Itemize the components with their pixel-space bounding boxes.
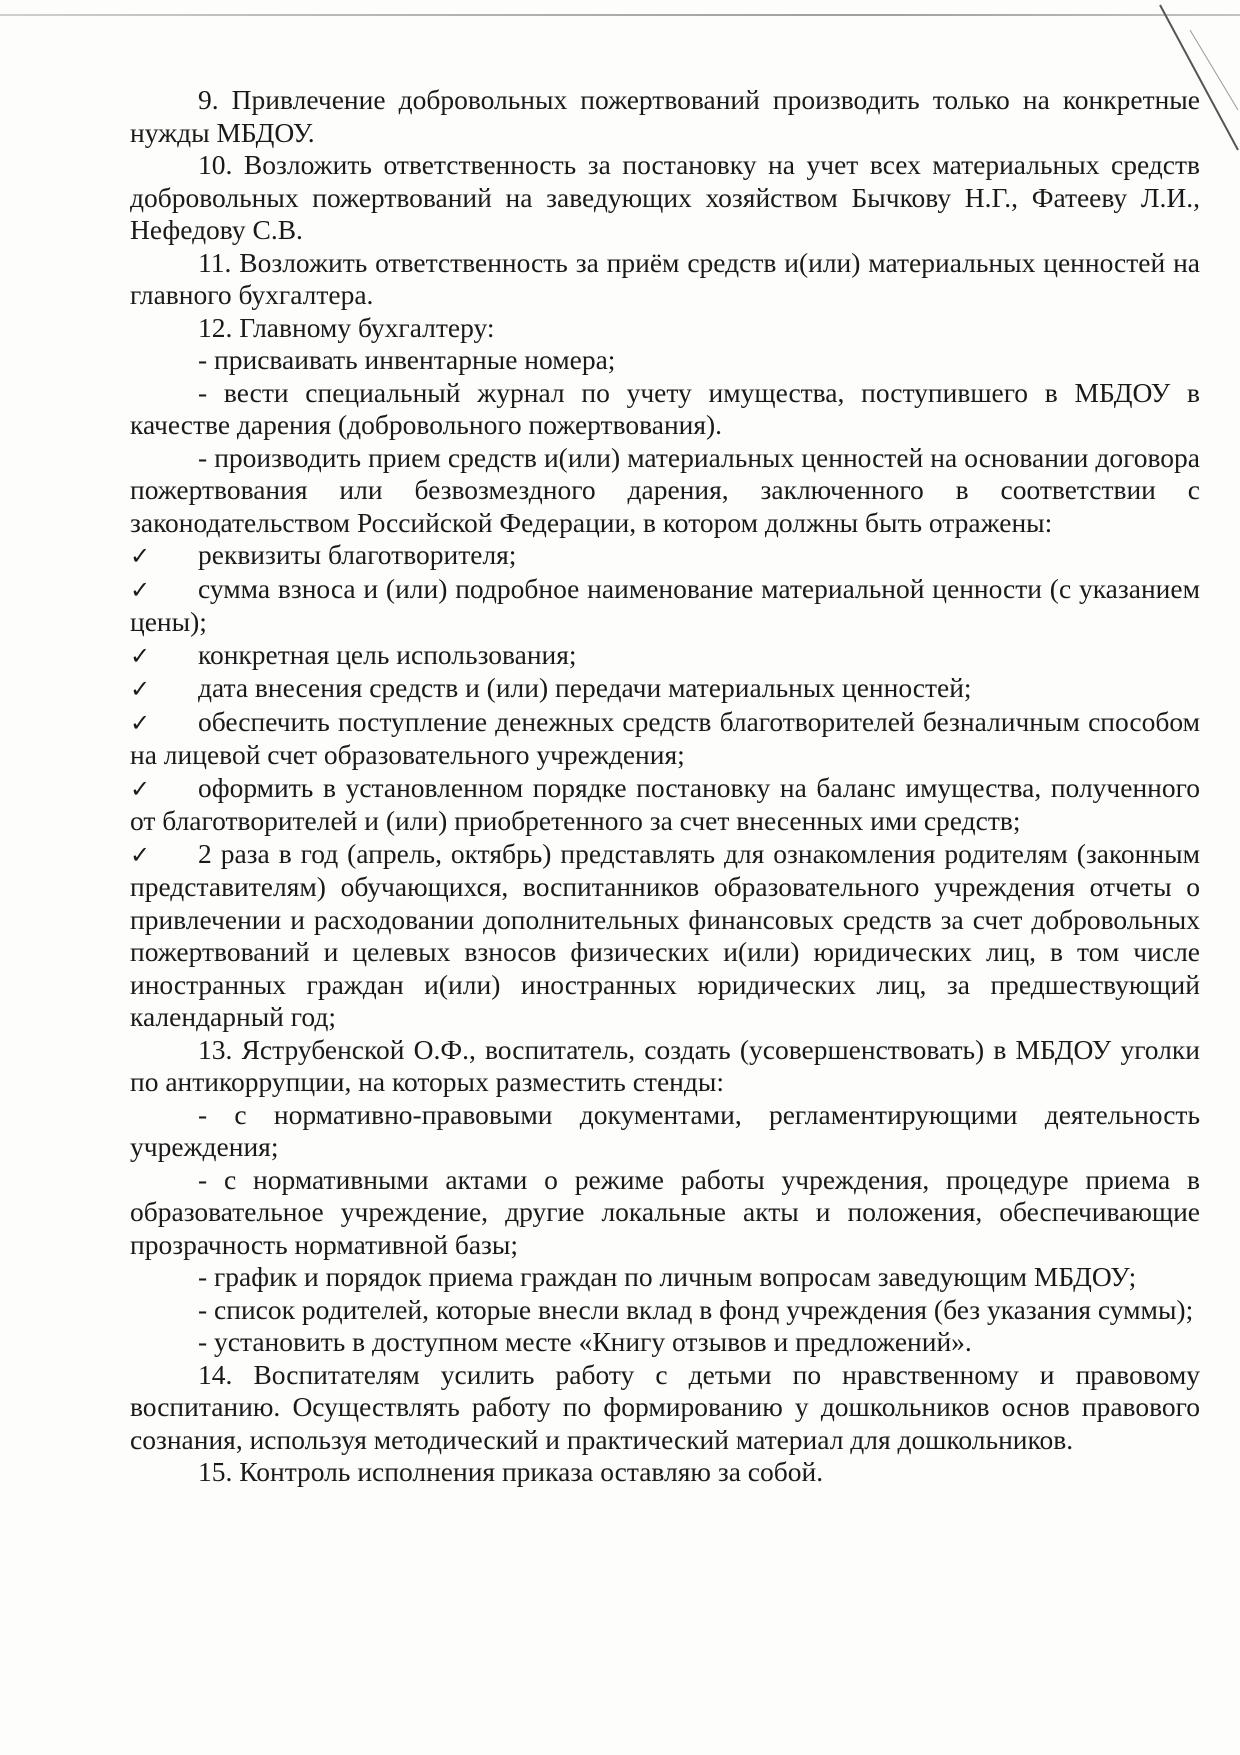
bullet-item [130,838,1200,1034]
paragraph-12-item-acceptance: - производить прием средств и(или) материальных ценностей на основании договора пожертвования или безвозмездного дарения, заключенного в соответствии с законодательством Российской Федерации, в котором должны быть отражены: [130,441,1200,538]
bullet-text: сумма взноса и (или) подробное наименование материальной ценности (с указанием цены); [130,572,1200,637]
checkmark-icon: ✓ [130,542,151,570]
paragraph-13-item-legal-docs: - с нормативно-правовыми документами, регламентирующими деятельность учреждения; [130,1098,1200,1162]
checkmark-icon: ✓ [130,575,151,604]
bullet-text: оформить в установленном порядке постановку на баланс имущества, полученного от благотворителей и (или) приобретенного за счет внесенных ими средств; [130,771,1200,836]
bullet-item [130,639,1200,673]
bullet-item [130,539,1200,573]
document-body [130,84,1200,1489]
checkmark-icon: ✓ [130,708,151,737]
bullet-item [130,672,1200,706]
bullet-item [130,573,1200,639]
top-edge-line [0,14,1240,16]
paragraph-13-item-normative-acts: - с нормативными актами о режиме работы учреждения, процедуре приема в образовательное учреждение, другие локальные акты и положения, обеспечивающие прозрачность нормативной базы; [130,1163,1200,1260]
paragraph-12-item-journal: - вести специальный журнал по учету имущества, поступившего в МБДОУ в качестве дарения (добровольного пожертвования). [130,376,1200,440]
bullet-text: 2 раза в год (апрель, октябрь) представлять для ознакомления родителям (законным представителям) обучающихся, воспитанников образовательного учреждения отчеты о привлечении и расходовании дополнительных финансовых средств за счет добровольных пожертвований и целевых взносов физических и(или) юридических лиц, в том числе иностранных граждан и(или) иностранных юридических лиц, за предшествующий календарный год; [130,837,1200,1032]
paragraph-13-item-schedule: - график и порядок приема граждан по личным вопросам заведующим МБДОУ; [198,1261,1137,1292]
bullet-text: конкретная цель использования; [198,638,577,670]
paragraph-10: 10. Возложить ответственность за постановку на учет всех материальных средств добровольных пожертвований на заведующих хозяйством Бычкову Н.Г., Фатееву Л.И., Нефедову С.В. [130,149,1200,245]
paragraph-11: 11. Возложить ответственность за приём средств и(или) материальных ценностей на главного бухгалтера. [130,246,1200,310]
checkmark-icon: ✓ [130,641,151,670]
paragraph-12-item-inventory: - присваивать инвентарные номера; [198,344,616,375]
bullet-text: реквизиты благотворителя; [198,539,517,570]
paragraph-14: 14. Воспитателям усилить работу с детьми по нравственному и правовому воспитанию. Осуществлять работу по формированию у дошкольников основ правового сознания, используя методический и практический материал для дошкольников. [130,1358,1200,1455]
bullet-text: дата внесения средств и (или) передачи материальных ценностей; [198,672,972,703]
paragraph-15: 15. Контроль исполнения приказа оставляю за собой. [198,1456,824,1487]
bullet-item [130,706,1200,772]
paragraph-13: 13. Яструбенской О.Ф., воспитатель, создать (усовершенствовать) в МБДОУ уголки по антикоррупции, на которых разместить стенды: [130,1033,1200,1097]
paragraph-12-heading: 12. Главному бухгалтеру: [198,311,495,343]
bullet-text: обеспечить поступление денежных средств благотворителей безналичным способом на лицевой счет образовательного учреждения; [130,705,1200,770]
checkmark-icon: ✓ [130,675,151,703]
paragraph-13-item-feedback-book: - установить в доступном месте «Книгу отзывов и предложений». [198,1326,972,1357]
paragraph-13-item-parents-list: - список родителей, которые внесли вклад в фонд учреждения (без указания суммы); [198,1293,1194,1325]
checkmark-icon: ✓ [130,774,151,803]
bullet-item [130,772,1200,838]
checkmark-icon: ✓ [130,840,151,869]
paragraph-9: 9. Привлечение добровольных пожертвований производить только на конкретные нужды МБДОУ. [130,84,1200,148]
